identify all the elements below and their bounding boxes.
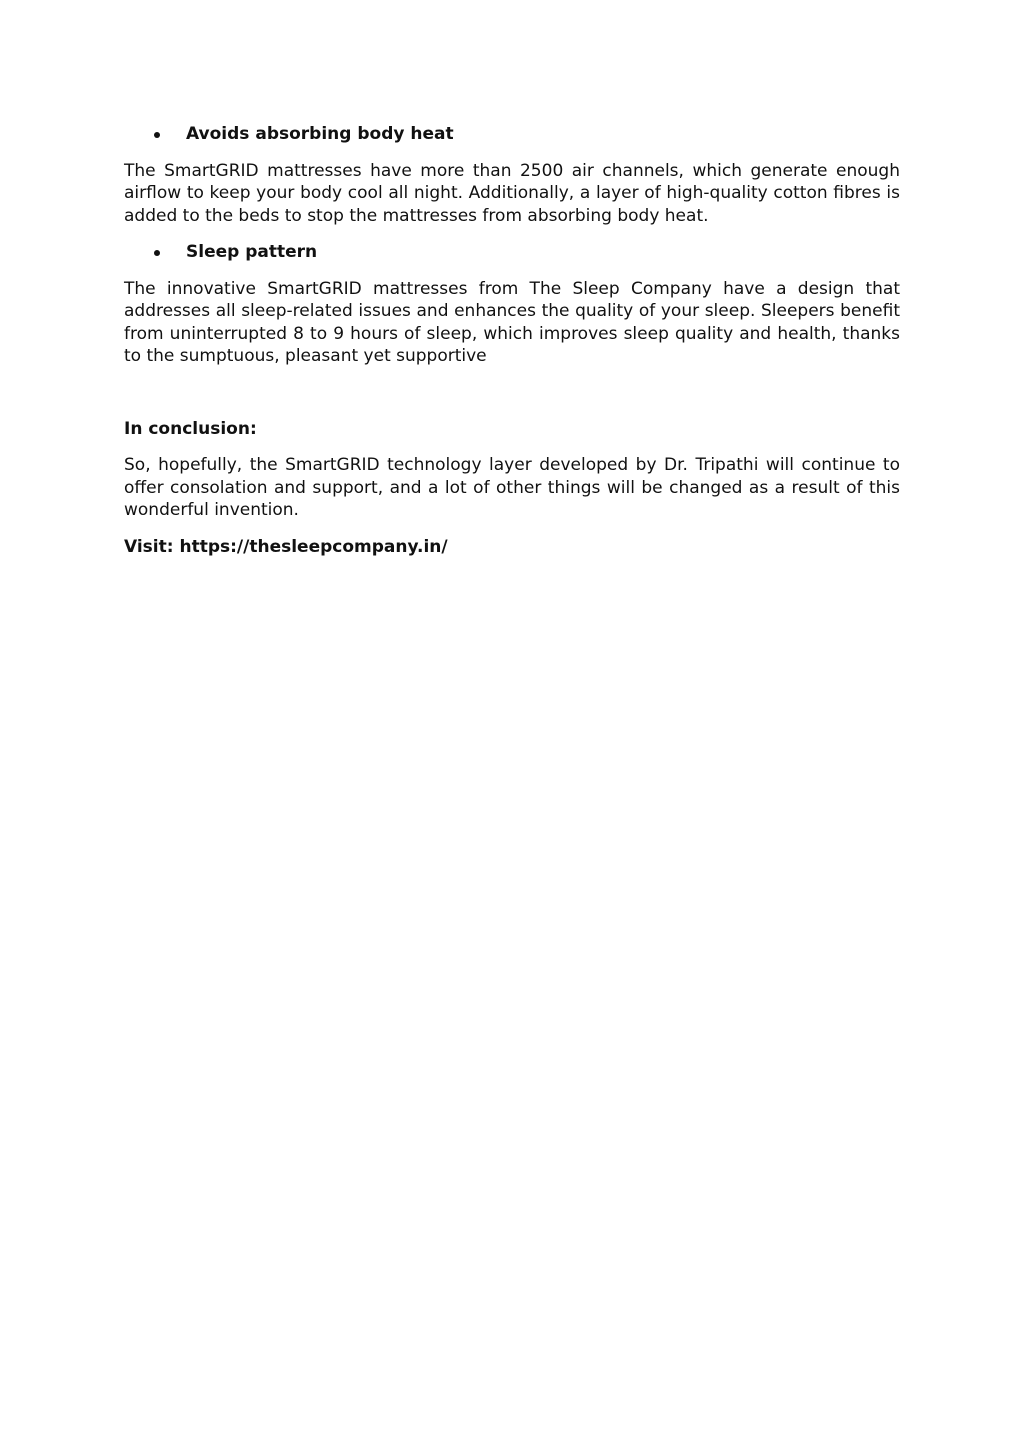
bullet-heading: Sleep pattern (186, 242, 318, 262)
bullet-heading: Avoids absorbing body heat (186, 124, 454, 144)
bullet-icon (154, 132, 160, 138)
bullet-item-body-heat (124, 123, 900, 146)
visit-link-line: Visit: https://thesleepcompany.in/ (124, 536, 448, 557)
body-paragraph-air-channels: The SmartGRID mattresses have more than 2500 air channels, which generate enough airflow to keep your body cool all night. Additionally, a layer of high-quality cotton fibres is added to the beds to stop the mattresses from absorbing body heat. (124, 160, 900, 226)
document-page (124, 123, 900, 558)
body-paragraph-sleep-pattern: The innovative SmartGRID mattresses from The Sleep Company have a design that addresses all sleep-related issues and enhances the quality of your sleep. Sleepers benefit from uninterrupted 8 to 9 hours of sleep, which improves sleep quality and health, thanks to the sumptuous, pleasant yet supportive (124, 278, 900, 366)
bullet-icon (154, 250, 160, 256)
conclusion-paragraph: So, hopefully, the SmartGRID technology layer developed by Dr. Tripathi will continue to offer consolation and support, and a lot of other things will be changed as a result of this wonderful invention. (124, 455, 900, 520)
bullet-item-sleep-pattern (124, 241, 900, 264)
conclusion-heading: In conclusion: (124, 418, 257, 439)
